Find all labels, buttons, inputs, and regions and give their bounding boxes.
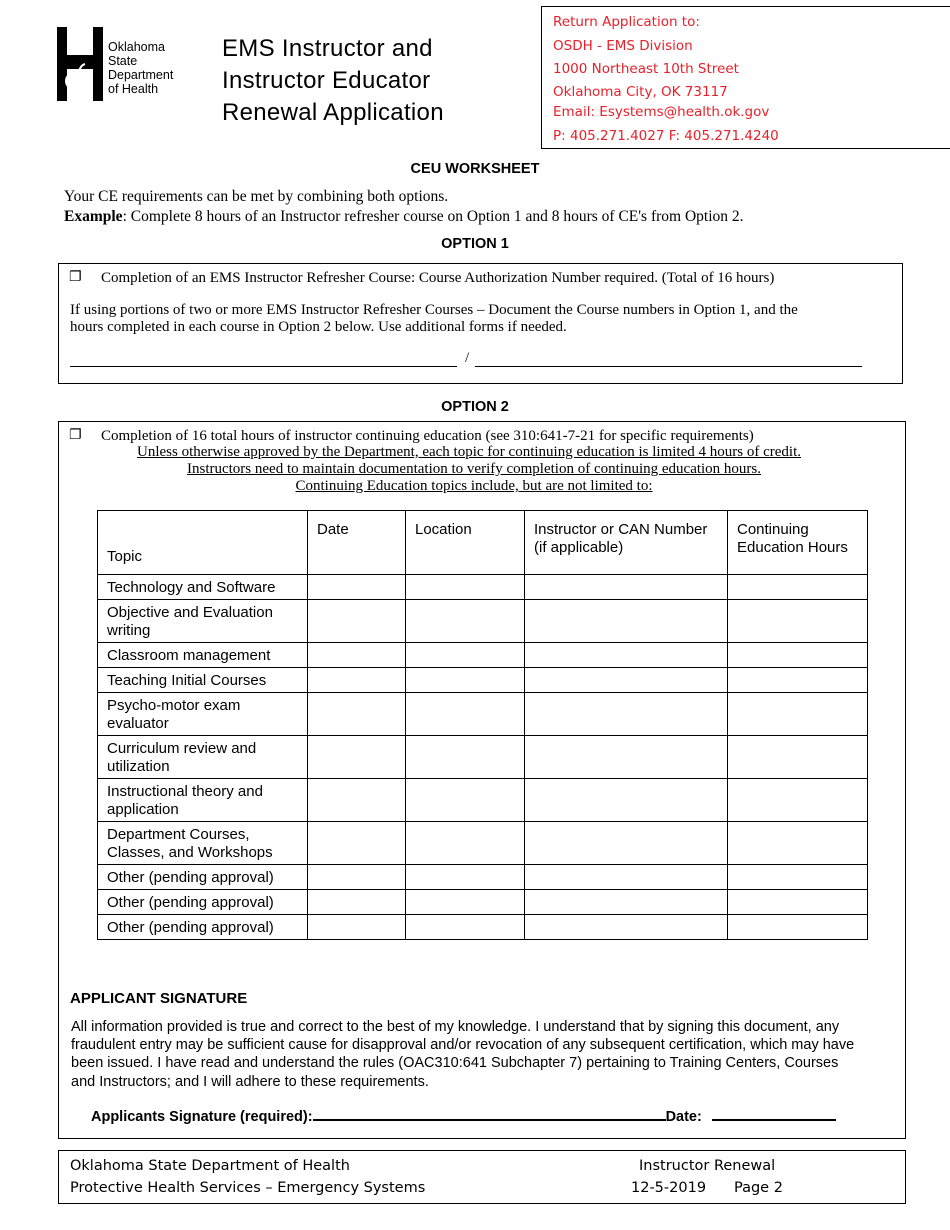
option2-note: Continuing Education topics include, but are not limited to: — [295, 478, 653, 494]
instructor-cell[interactable] — [525, 779, 728, 822]
location-cell[interactable] — [406, 736, 525, 779]
table-header-row — [98, 511, 868, 575]
column-header-instructor: Instructor or CAN Number (if applicable) — [525, 511, 728, 575]
return-address-line: OSDH - EMS Division — [553, 38, 693, 54]
date-cell[interactable] — [308, 822, 406, 865]
form-title-line: Renewal Application — [222, 99, 444, 126]
topic-cell: Other (pending approval) — [98, 915, 308, 940]
location-cell[interactable] — [406, 693, 525, 736]
logo-text — [108, 40, 173, 96]
table-row — [98, 890, 868, 915]
hours-cell[interactable] — [728, 643, 868, 668]
table-row — [98, 915, 868, 940]
footer-page-number: Page 2 — [734, 1180, 783, 1196]
option2-note: Unless otherwise approved by the Department, each topic for continuing education is limited 4 hours of credit. — [137, 444, 801, 460]
date-cell[interactable] — [308, 736, 406, 779]
instructor-cell[interactable] — [525, 668, 728, 693]
date-cell[interactable] — [308, 865, 406, 890]
instructor-cell[interactable] — [525, 822, 728, 865]
footer-form-name: Instructor Renewal — [639, 1158, 776, 1174]
hours-cell[interactable] — [728, 779, 868, 822]
hours-cell[interactable] — [728, 693, 868, 736]
option1-checkbox[interactable]: ❐ — [69, 269, 82, 285]
option2-note: Instructors need to maintain documentation to verify completion of continuing education hours. — [186, 461, 762, 477]
column-header-topic: Topic — [98, 511, 308, 575]
option1-description: Completion of an EMS Instructor Refresher Course: Course Authorization Number required. (Total of 16 hours) — [101, 270, 775, 286]
table-row — [98, 668, 868, 693]
form-title-line: Instructor Educator — [222, 67, 431, 94]
table-row — [98, 822, 868, 865]
example-text — [64, 207, 744, 227]
return-address-line: Return Application to: — [553, 14, 700, 30]
worksheet-heading: CEU WORKSHEET — [410, 161, 540, 177]
return-phone-fax: P: 405.271.4027 F: 405.271.4240 — [553, 128, 779, 144]
topic-cell: Other (pending approval) — [98, 890, 308, 915]
hours-cell[interactable] — [728, 890, 868, 915]
column-header-hours: Continuing Education Hours — [728, 511, 868, 575]
hours-cell[interactable] — [728, 600, 868, 643]
signature-heading: APPLICANT SIGNATURE — [70, 990, 248, 1007]
topic-cell: Technology and Software — [98, 575, 308, 600]
hours-cell[interactable] — [728, 736, 868, 779]
return-email: Email: Esystems@health.ok.gov — [553, 104, 770, 120]
date-cell[interactable] — [308, 643, 406, 668]
topic-cell: Teaching Initial Courses — [98, 668, 308, 693]
instructor-cell[interactable] — [525, 915, 728, 940]
location-cell[interactable] — [406, 668, 525, 693]
return-address-line: Oklahoma City, OK 73117 — [553, 84, 728, 100]
location-cell[interactable] — [406, 575, 525, 600]
option1-instructions: If using portions of two or more EMS Instructor Refresher Courses – Document the Course numbers in Option 1, and the — [70, 302, 798, 318]
column-header-location: Location — [406, 511, 525, 575]
option1-box — [58, 263, 903, 384]
location-cell[interactable] — [406, 915, 525, 940]
instructor-cell[interactable] — [525, 575, 728, 600]
date-label: Date: — [665, 1109, 702, 1125]
logo-line: of Health — [108, 82, 159, 96]
instructor-cell[interactable] — [525, 890, 728, 915]
location-cell[interactable] — [406, 643, 525, 668]
date-cell[interactable] — [308, 575, 406, 600]
hours-cell[interactable] — [728, 915, 868, 940]
option1-instructions: hours completed in each course in Option 2 below. Use additional forms if needed. — [70, 319, 567, 335]
date-cell[interactable] — [308, 890, 406, 915]
form-title — [222, 33, 444, 129]
topic-cell: Department Courses, Classes, and Workshops — [98, 822, 308, 865]
course-number-separator: / — [465, 350, 470, 366]
signature-label: Applicants Signature (required): — [91, 1109, 313, 1125]
return-address-line: 1000 Northeast 10th Street — [553, 61, 739, 77]
option2-heading: OPTION 2 — [441, 399, 509, 415]
footer-org: Oklahoma State Department of Health — [70, 1158, 350, 1174]
ce-hours-table — [97, 510, 868, 940]
table-row — [98, 693, 868, 736]
footer-revision-date: 12-5-2019 — [631, 1180, 707, 1196]
example-body: : Complete 8 hours of an Instructor refresher course on Option 1 and 8 hours of CE's from Option 2. — [122, 208, 744, 225]
option2-checkbox[interactable]: ❐ — [69, 427, 82, 443]
instructor-cell[interactable] — [525, 643, 728, 668]
course-number-field-2[interactable] — [475, 366, 862, 367]
logo-line: Oklahoma — [108, 40, 165, 54]
logo-line: Department — [108, 68, 174, 82]
table-row — [98, 779, 868, 822]
option1-heading: OPTION 1 — [441, 236, 509, 252]
location-cell[interactable] — [406, 890, 525, 915]
date-field[interactable] — [712, 1107, 836, 1121]
topic-cell: Psycho-motor exam evaluator — [98, 693, 308, 736]
topic-cell: Curriculum review and utilization — [98, 736, 308, 779]
option2-description: Completion of 16 total hours of instructor continuing education (see 310:641-7-21 for specific requirements) — [101, 428, 754, 444]
hours-cell[interactable] — [728, 575, 868, 600]
page-footer — [58, 1150, 906, 1204]
table-row — [98, 575, 868, 600]
date-cell[interactable] — [308, 779, 406, 822]
location-cell[interactable] — [406, 865, 525, 890]
signature-line — [91, 1107, 836, 1125]
hours-cell[interactable] — [728, 865, 868, 890]
hours-cell[interactable] — [728, 822, 868, 865]
logo-line: State — [108, 54, 138, 68]
date-cell[interactable] — [308, 693, 406, 736]
instructor-cell[interactable] — [525, 600, 728, 643]
table-row — [98, 600, 868, 643]
signature-field[interactable] — [313, 1107, 666, 1121]
return-address-box — [541, 6, 950, 149]
topic-cell: Objective and Evaluation writing — [98, 600, 308, 643]
location-cell[interactable] — [406, 779, 525, 822]
hours-cell[interactable] — [728, 668, 868, 693]
topic-cell: Other (pending approval) — [98, 865, 308, 890]
form-title-line: EMS Instructor and — [222, 35, 433, 62]
location-cell[interactable] — [406, 600, 525, 643]
location-cell[interactable] — [406, 822, 525, 865]
instructor-cell[interactable] — [525, 865, 728, 890]
certification-statement: All information provided is true and correct to the best of my knowledge. I understand that by signing this document, any fraudulent entry may be sufficient cause for disapproval and/or revocation of any subsequent certification, which may have been issued. I have read and understand the rules (OAC310:641 Subchapter 7) pertaining to Training Centers, Courses and Instructors; and I will adhere to these requirements. — [71, 1019, 855, 1090]
topic-cell: Classroom management — [98, 643, 308, 668]
intro-text: Your CE requirements can be met by combining both options. — [64, 188, 449, 205]
table-row — [98, 736, 868, 779]
instructor-cell[interactable] — [525, 736, 728, 779]
instructor-cell[interactable] — [525, 693, 728, 736]
course-number-field-1[interactable] — [70, 366, 457, 367]
date-cell[interactable] — [308, 668, 406, 693]
footer-division: Protective Health Services – Emergency Systems — [70, 1180, 426, 1196]
topic-cell: Instructional theory and application — [98, 779, 308, 822]
date-cell[interactable] — [308, 915, 406, 940]
table-row — [98, 865, 868, 890]
worksheet-intro — [64, 187, 744, 227]
table-row — [98, 643, 868, 668]
example-label: Example — [64, 208, 123, 225]
date-cell[interactable] — [308, 600, 406, 643]
column-header-date: Date — [308, 511, 406, 575]
